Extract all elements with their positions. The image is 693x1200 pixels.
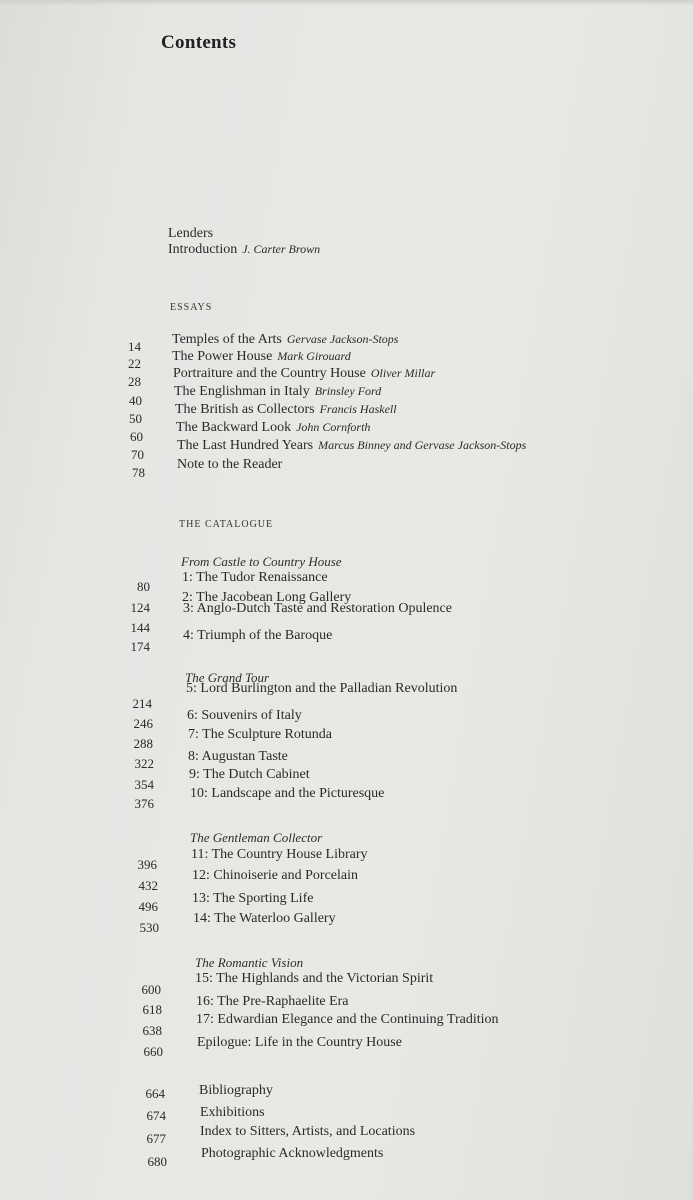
catalogue-entry: 3: Anglo-Dutch Taste and Restoration Opulence — [183, 601, 452, 616]
essay-author: John Cornforth — [296, 420, 371, 434]
essay-title: The Englishman in Italy — [174, 384, 310, 399]
front-entry-text: Lenders — [168, 226, 214, 241]
catalogue-page-number: 124 — [130, 600, 150, 615]
front-entry — [168, 226, 213, 242]
essay-author: Marcus Binney and Gervase Jackson-Stops — [318, 438, 527, 452]
essay-author: Oliver Millar — [370, 366, 436, 380]
essay-page-number: 50 — [129, 411, 142, 426]
essay-page-number: 70 — [131, 447, 144, 462]
catalogue-entry: 11: The Country House Library — [191, 847, 368, 862]
essay-title: The Power House — [172, 349, 273, 364]
essay-page-number: 60 — [130, 429, 143, 444]
essay-title: The Backward Look — [176, 420, 292, 435]
catalogue-section-title: The Romantic Vision — [195, 955, 304, 970]
catalogue-page-number: 432 — [138, 878, 158, 893]
catalogue-page-number: 322 — [134, 756, 154, 771]
essay-author: Gervase Jackson-Stops — [286, 332, 399, 346]
catalogue-page-number: 376 — [134, 796, 154, 811]
catalogue-page-number: 660 — [143, 1044, 163, 1059]
essay-entry — [175, 402, 397, 418]
catalogue-section-title: The Gentleman Collector — [190, 830, 323, 845]
catalogue-page-number: 396 — [137, 857, 157, 872]
essays-heading: ESSAYS — [170, 302, 213, 313]
catalogue-entry: 2: The Jacobean Long Gallery — [182, 590, 352, 605]
catalogue-page-number: 80 — [137, 579, 150, 594]
essay-author: Mark Girouard — [277, 349, 351, 363]
front-entry — [168, 242, 320, 258]
essay-author: Brinsley Ford — [314, 384, 382, 398]
catalogue-page-number: 618 — [142, 1002, 162, 1017]
catalogue-page-number: 288 — [133, 736, 153, 751]
essay-title: Note to the Reader — [177, 457, 283, 472]
essay-entry — [177, 438, 526, 454]
essay-entry — [172, 332, 398, 348]
catalogue-entry: 9: The Dutch Cabinet — [189, 767, 310, 782]
catalogue-entry: 15: The Highlands and the Victorian Spirit — [195, 971, 434, 986]
back-page-number: 680 — [147, 1154, 167, 1169]
back-entry: Photographic Acknowledgments — [201, 1146, 384, 1161]
catalogue-entry: Epilogue: Life in the Country House — [197, 1035, 402, 1050]
catalogue-page-number: 600 — [141, 982, 161, 997]
catalogue-entry: 4: Triumph of the Baroque — [183, 628, 333, 643]
catalogue-heading: THE CATALOGUE — [179, 519, 274, 530]
catalogue-page-number: 174 — [130, 639, 150, 654]
catalogue-page-number: 246 — [133, 716, 153, 731]
catalogue-entry: 8: Augustan Taste — [188, 749, 288, 764]
page-title: Contents — [161, 32, 237, 53]
back-page-number: 674 — [146, 1108, 166, 1123]
essay-entry — [176, 420, 370, 436]
essay-page-number: 14 — [128, 339, 141, 354]
catalogue-page-number: 214 — [132, 696, 152, 711]
essay-title: Temples of the Arts — [172, 332, 282, 347]
front-entry-text: Introduction — [168, 242, 238, 257]
catalogue-page-number: 354 — [134, 777, 154, 792]
catalogue-section-title: From Castle to Country House — [181, 554, 342, 569]
essay-entry — [177, 457, 282, 473]
essay-title: The British as Collectors — [175, 402, 315, 417]
catalogue-entry: 12: Chinoiserie and Porcelain — [192, 868, 359, 883]
catalogue-entry: 16: The Pre-Raphaelite Era — [196, 994, 349, 1009]
catalogue-entry: 5: Lord Burlington and the Palladian Revolution — [186, 681, 458, 696]
catalogue-page-number: 530 — [139, 920, 159, 935]
back-page-number: 677 — [146, 1131, 166, 1146]
essay-page-number: 28 — [128, 374, 141, 389]
back-entry: Bibliography — [199, 1083, 273, 1098]
back-page-number: 664 — [145, 1086, 165, 1101]
essay-title: The Last Hundred Years — [177, 438, 314, 453]
essay-author: Francis Haskell — [319, 402, 397, 416]
essay-entry — [174, 384, 381, 400]
front-entry-author: J. Carter Brown — [242, 242, 321, 256]
back-entry: Exhibitions — [200, 1105, 265, 1120]
catalogue-entry: 10: Landscape and the Picturesque — [190, 786, 385, 801]
essay-title: Portraiture and the Country House — [173, 366, 366, 381]
back-entry: Index to Sitters, Artists, and Locations — [200, 1124, 416, 1139]
essay-page-number: 78 — [132, 465, 145, 480]
catalogue-entry: 6: Souvenirs of Italy — [187, 708, 302, 723]
essay-page-number: 22 — [128, 356, 141, 371]
essay-entry — [173, 366, 435, 382]
catalogue-page-number: 144 — [130, 620, 150, 635]
catalogue-entry: 13: The Sporting Life — [192, 891, 314, 906]
catalogue-entry: 14: The Waterloo Gallery — [193, 911, 336, 926]
catalogue-entry: 1: The Tudor Renaissance — [182, 570, 328, 585]
page-edge-shadow — [0, 0, 693, 6]
catalogue-page-number: 638 — [142, 1023, 162, 1038]
catalogue-entry: 17: Edwardian Elegance and the Continuing Tradition — [196, 1012, 499, 1027]
catalogue-page-number: 496 — [138, 899, 158, 914]
essay-page-number: 40 — [129, 393, 142, 408]
essay-entry — [172, 349, 351, 365]
catalogue-entry: 7: The Sculpture Rotunda — [188, 727, 332, 742]
catalogue-section-title: The Grand Tour — [185, 670, 270, 685]
